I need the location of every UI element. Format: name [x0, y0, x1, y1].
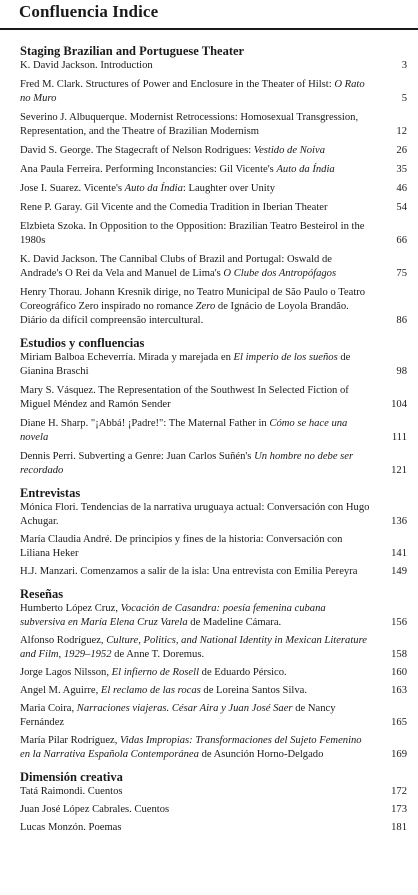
entry-text: Diane H. Sharp. "¡Abbá! ¡Padre!": The Maternal Father in Cómo se hace una novela	[20, 418, 348, 443]
entry-text: K. David Jackson. Introduction	[20, 60, 153, 71]
toc-entry[interactable]	[20, 111, 407, 139]
entry-text: Mónica Flori. Tendencias de la narrativa uruguaya actual: Conversación con Hugo Achugar.	[20, 502, 370, 527]
toc-entry[interactable]	[20, 220, 407, 248]
toc-entry[interactable]	[20, 501, 407, 529]
page-number: 98	[396, 366, 407, 377]
page-number: 160	[391, 667, 407, 678]
toc-entry[interactable]	[20, 565, 407, 579]
entry-text: Tatá Raimondi. Cuentos	[20, 786, 123, 797]
page-number: 156	[391, 617, 407, 628]
toc-entry[interactable]	[20, 803, 407, 817]
toc-entry[interactable]	[20, 384, 407, 412]
toc-entry[interactable]	[20, 785, 407, 799]
entry-text: Fred M. Clark. Structures of Power and Enclosure in the Theater of Hilst: O Rato no Muro	[20, 79, 365, 104]
section-heading: Staging Brazilian and Portuguese Theater	[20, 44, 245, 58]
toc-entry[interactable]	[20, 286, 407, 328]
entry-text: H.J. Manzari. Comenzamos a salir de la isla: Una entrevista con Emilia Pereyra	[20, 566, 358, 577]
section-heading: Entrevistas	[20, 486, 81, 500]
entry-text: Alfonso Rodríguez, Culture, Politics, and National Identity in Mexican Literature and Film, 1929–1952 de Anne T. Doremus.	[20, 635, 368, 660]
section-heading: Reseñas	[20, 587, 64, 601]
toc-entry[interactable]	[20, 59, 407, 73]
entry-title-italic: Cómo se hace una novela	[20, 418, 348, 443]
page-number: 136	[391, 516, 407, 527]
entry-text: Rene P. Garay. Gil Vicente and the Comedia Tradition in Iberian Theater	[20, 202, 328, 213]
entry-text: Dennis Perri. Subverting a Genre: Juan Carlos Suñén's Un hombre no debe ser recordado	[20, 451, 354, 476]
toc-entry[interactable]	[20, 702, 407, 730]
toc-entry[interactable]	[20, 602, 407, 630]
page-number: 46	[396, 183, 407, 194]
entry-text: Miriam Balboa Echeverría. Mirada y marejada en El imperio de los sueños de Gianina Braschi	[20, 352, 351, 377]
toc-entry[interactable]	[20, 78, 407, 106]
page-number: 35	[396, 164, 407, 175]
entry-title-italic: Narraciones viajeras. César Aira y Juan José Saer	[76, 703, 293, 714]
page-number: 121	[391, 465, 407, 476]
page-number: 26	[396, 145, 407, 156]
page-number: 169	[391, 749, 407, 760]
page-number: 104	[391, 399, 407, 410]
section-heading: Dimensión creativa	[20, 770, 123, 784]
page-number: 5	[401, 93, 407, 104]
entry-title-italic: El reclamo de las rocas	[100, 685, 201, 696]
section	[20, 44, 407, 328]
entry-title-italic: El imperio de los sueños	[233, 352, 338, 363]
toc-entry[interactable]	[20, 821, 407, 835]
toc-entry[interactable]	[20, 684, 407, 698]
toc-entry[interactable]	[20, 450, 407, 478]
entry-text: Humberto López Cruz, Vocación de Casandra: poesía femenina cubana subversiva en María Elena Cruz Varela de Madeline Cámara.	[20, 603, 326, 628]
toc-entry[interactable]	[20, 351, 407, 379]
page-number: 75	[396, 268, 407, 279]
entry-text: Henry Thorau. Johann Kresnik dirige, no Teatro Municipal de São Paulo o Teatro Coreográfico Zero inspirado no romance Zero de Ignácio de Loyola Brandão. Diário da difícil compreensão intercultural.	[20, 287, 366, 326]
page-number: 141	[391, 548, 407, 559]
section	[20, 587, 407, 762]
page-number: 158	[391, 649, 407, 660]
toc-entry[interactable]	[20, 533, 407, 561]
entry-title-italic: Auto da Índia	[276, 164, 335, 175]
entry-text: Juan José López Cabrales. Cuentos	[20, 804, 170, 815]
entry-text: David S. George. The Stagecraft of Nelson Rodrigues: Vestido de Noiva	[20, 145, 325, 156]
entry-title-italic: Zero	[195, 301, 216, 312]
entry-title-italic: Vocación de Casandra: poesía femenina cubana subversiva en María Elena Cruz Varela	[20, 603, 326, 628]
toc-entry[interactable]	[20, 253, 407, 281]
entry-text: Lucas Monzón. Poemas	[20, 822, 122, 833]
entry-text: K. David Jackson. The Cannibal Clubs of Brazil and Portugal: Oswald de Andrade's O Rei da Vela and Manuel de Lima's O Clube dos Antropófagos	[20, 254, 337, 279]
title-rule	[0, 28, 418, 30]
entry-text: Angel M. Aguirre, El reclamo de las rocas de Loreina Santos Silva.	[20, 685, 307, 696]
page-number: 3	[401, 60, 407, 71]
toc-entry[interactable]	[20, 201, 407, 215]
page-number: 149	[391, 566, 407, 577]
page-title: Confluencia Indice	[19, 2, 159, 21]
page-number: 86	[396, 315, 407, 326]
entry-text: Maria Coira, Narraciones viajeras. César Aira y Juan José Saer de Nancy Fernández	[20, 703, 336, 728]
entry-title-italic: Auto da Índia	[124, 183, 183, 194]
toc-entry[interactable]	[20, 163, 407, 177]
page-number: 173	[391, 804, 407, 815]
entry-text: Ana Paula Ferreira. Performing Inconstancies: Gil Vicente's Auto da Índia	[20, 164, 335, 175]
entry-text: Jorge Lagos Nilsson, El infierno de Rosell de Eduardo Pérsico.	[20, 667, 287, 678]
entry-title-italic: O Clube dos Antropófagos	[223, 268, 337, 279]
entry-text: Jose I. Suarez. Vicente's Auto da Índia: Laughter over Unity	[20, 183, 275, 194]
entry-text: Severino J. Albuquerque. Modernist Retrocessions: Homosexual Transgression, Representation, and the Theatre of Brazilian Modernism	[20, 112, 359, 137]
toc-entry[interactable]	[20, 634, 407, 662]
page-number: 165	[391, 717, 407, 728]
page-number: 66	[396, 235, 407, 246]
page-number: 12	[396, 126, 407, 137]
page-number: 111	[391, 432, 407, 443]
entry-title-italic: Un hombre no debe ser recordado	[20, 451, 354, 476]
section	[20, 770, 407, 835]
toc-entry[interactable]	[20, 144, 407, 158]
section-heading: Estudios y confluencias	[20, 336, 145, 350]
entry-text: Mary S. Vásquez. The Representation of the Southwest In Selected Fiction of Miguel Méndez and Ramón Sender	[20, 385, 349, 410]
entry-text: María Claudia André. De principios y fines de la historia: Conversación con Liliana Heker	[20, 534, 343, 559]
entry-text: Elzbieta Szoka. In Opposition to the Opposition: Brazilian Teatro Besteirol in the 1980s	[20, 221, 365, 246]
toc-entry[interactable]	[20, 417, 407, 445]
entry-title-italic: O Rato no Muro	[20, 79, 365, 104]
section	[20, 336, 407, 478]
entry-title-italic: Vestido de Noiva	[253, 145, 325, 156]
entry-title-italic: Vidas Impropias: Transformaciones del Sujeto Femenino en la Narrativa Española Contemporánea	[20, 735, 362, 760]
section	[20, 486, 407, 579]
entry-text: María Pilar Rodríguez, Vidas Impropias: Transformaciones del Sujeto Femenino en la Narrativa Española Contemporánea de Asunción Horno-Delgado	[20, 735, 362, 760]
page-number: 181	[391, 822, 407, 833]
index-content	[20, 44, 407, 843]
toc-entry[interactable]	[20, 182, 407, 196]
entry-title-italic: Culture, Politics, and National Identity in Mexican Literature and Film, 1929–1952	[20, 635, 368, 660]
entry-title-italic: El infierno de Rosell	[111, 667, 200, 678]
page-number: 172	[391, 786, 407, 797]
toc-entry[interactable]	[20, 666, 407, 680]
page-number: 163	[391, 685, 407, 696]
toc-entry[interactable]	[20, 734, 407, 762]
page-number: 54	[396, 202, 407, 213]
